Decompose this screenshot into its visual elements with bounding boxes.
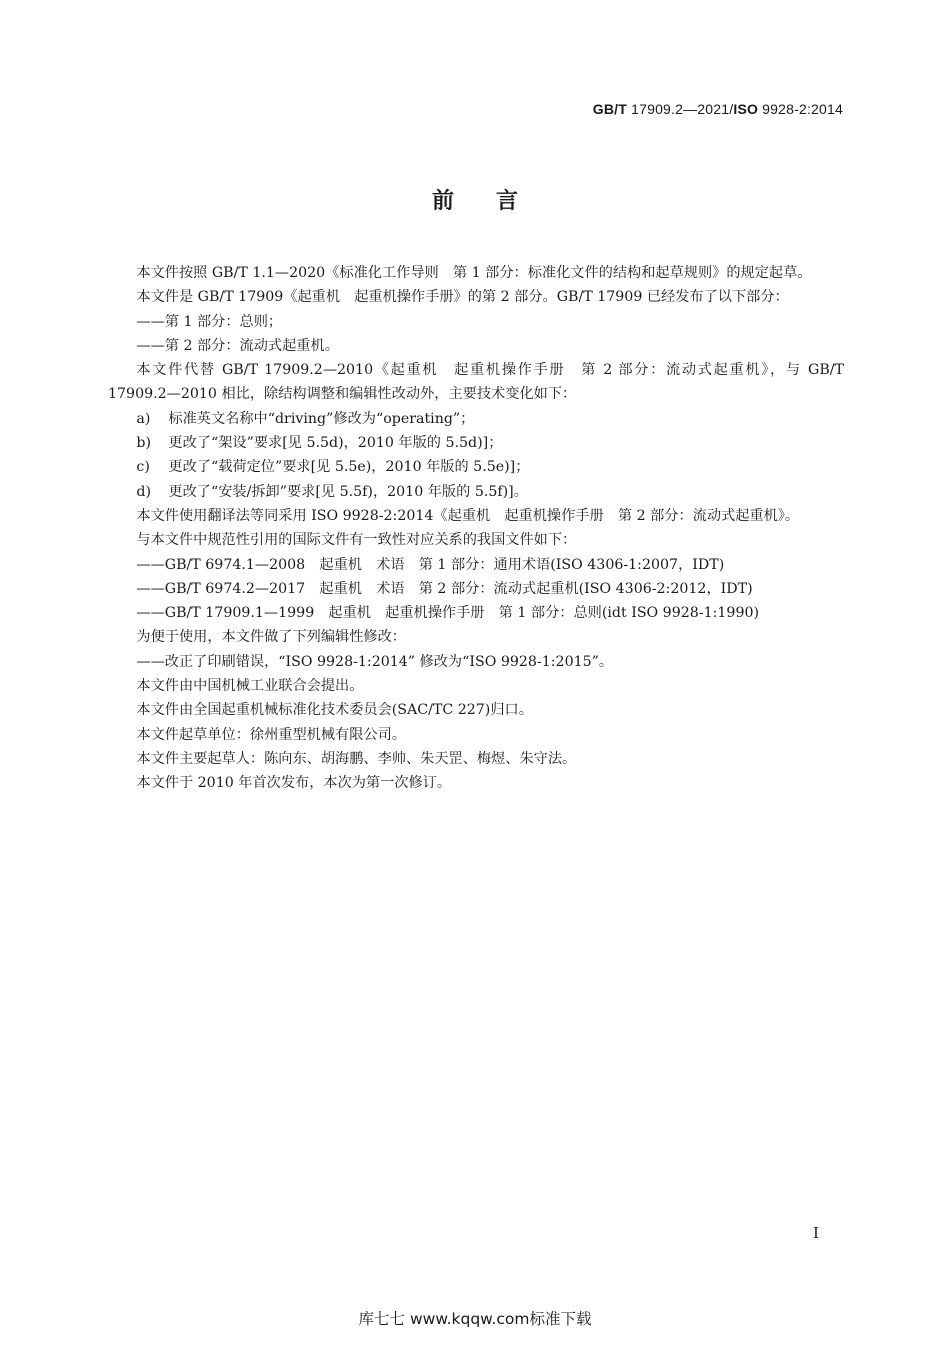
list-item: ——第 2 部分：流动式起重机。 [136, 337, 339, 354]
paragraph-drafting-unit: 本文件起草单位：徐州重型机械有限公司。 [136, 726, 406, 743]
paragraph-committee: 本文件由全国起重机械标准化技术委员会(SAC/TC 227)归口。 [136, 702, 533, 719]
paragraph-edits-intro: 为便于使用，本文件做了下列编辑性修改： [136, 629, 406, 646]
list-item: ——第 1 部分：总则； [136, 313, 283, 330]
paragraph-refs-intro: 与本文件中规范性引用的国际文件有一致性对应关系的我国文件如下： [136, 532, 577, 549]
paragraph-drafters: 本文件主要起草人：陈向东、胡海鹏、李帅、朱天罡、梅煜、朱守法。 [136, 750, 577, 767]
paragraph-part: 本文件是 GB/T 17909《起重机 起重机操作手册》的第 2 部分。GB/T 17909 已经发布了以下部分： [136, 289, 789, 306]
change-item: d) 更改了“安装/拆卸”要求[见 5.5f)，2010 年版的 5.5f)]。 [136, 483, 528, 500]
change-item: b) 更改了“架设”要求[见 5.5d)，2010 年版的 5.5d)]； [136, 435, 503, 452]
code-iso-number: 9928-2:2014 [758, 101, 843, 117]
code-prefix: GB/T [592, 101, 628, 117]
footer-watermark: 库七七 www.kqqw.com标准下载 [358, 1310, 592, 1328]
reference-item: ——GB/T 6974.2—2017 起重机 术语 第 2 部分：流动式起重机(ISO 4306-2:2012，IDT) [136, 580, 753, 597]
change-item: c) 更改了“载荷定位”要求[见 5.5e)，2010 年版的 5.5e)]； [136, 459, 530, 476]
edit-item: ——改正了印刷错误，“ISO 9928-1:2014” 修改为“ISO 9928-1:2015”。 [136, 653, 614, 670]
reference-item: ——GB/T 6974.1—2008 起重机 术语 第 1 部分：通用术语(ISO 4306-1:2007，IDT) [136, 556, 725, 573]
reference-item: ——GB/T 17909.1—1999 起重机 起重机操作手册 第 1 部分：总则(idt ISO 9928-1:1990) [136, 605, 760, 622]
page-number: I [813, 1224, 819, 1242]
standard-code [593, 101, 843, 117]
paragraph-replaces: 本文件代替 GB/T 17909.2—2010《起重机 起重机操作手册 第 2 部分：流动式起重机》，与 GB/T 17909.2—2010 相比，除结构调整和编辑性改动外，主要技术变化如下： [108, 362, 844, 403]
page-title: 前言 [431, 189, 560, 214]
paragraph-history: 本文件于 2010 年首次发布，本次为第一次修订。 [136, 775, 452, 792]
document-body [108, 261, 844, 796]
paragraph-adoption: 本文件使用翻译法等同采用 ISO 9928-2:2014《起重机 起重机操作手册 第 2 部分：流动式起重机》。 [136, 507, 800, 524]
paragraph-basis: 本文件按照 GB/T 1.1—2020《标准化工作导则 第 1 部分：标准化文件的结构和起草规则》的规定起草。 [136, 265, 812, 281]
change-item: a) 标准英文名称中“driving”修改为“operating”； [136, 410, 475, 427]
code-iso: ISO [733, 101, 759, 117]
paragraph-proposer: 本文件由中国机械工业联合会提出。 [136, 678, 364, 695]
code-number: 17909.2—2021/ [627, 101, 734, 117]
